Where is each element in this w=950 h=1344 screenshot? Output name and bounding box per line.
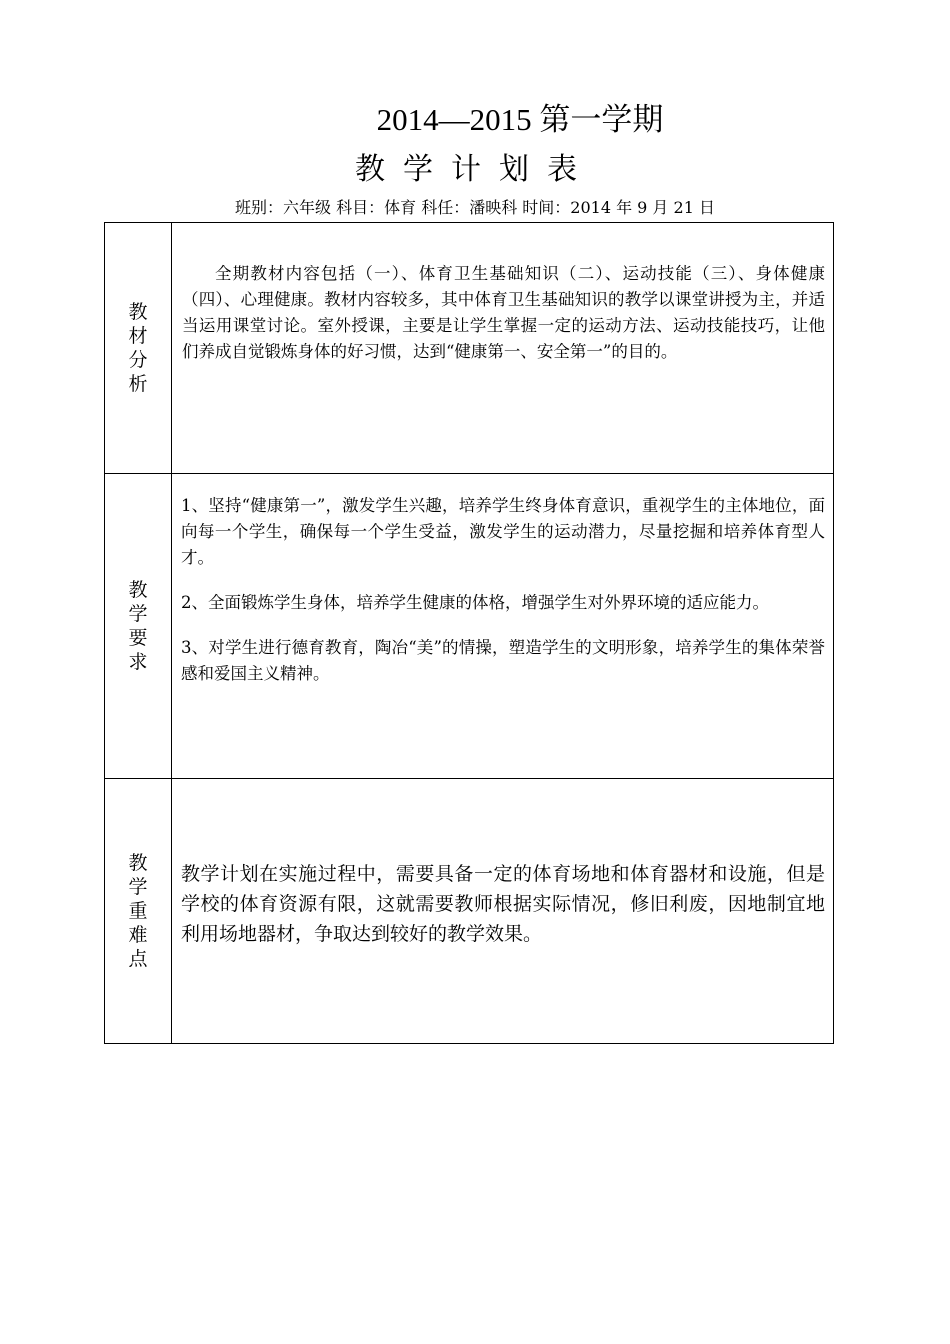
class-info-line: 班别：六年级 科目：体育 科任：潘映科 时间：2014 年 9 月 21 日 <box>235 198 715 217</box>
teaching-requirements-content <box>172 474 834 779</box>
teaching-difficulties-label: 教学重难点 <box>128 852 148 970</box>
teaching-requirements-label-cell <box>105 474 172 779</box>
material-analysis-content <box>172 223 834 474</box>
teaching-plan-table <box>104 222 834 1044</box>
material-analysis-label-cell <box>105 223 172 474</box>
material-analysis-label: 教材分析 <box>128 301 148 395</box>
teaching-difficulties-content <box>172 779 834 1044</box>
teaching-difficulties-label-cell <box>105 779 172 1044</box>
material-analysis-text: 全期教材内容包括（一）、体育卫生基础知识（二）、运动技能（三）、身体健康（四）、心理健康。教材内容较多，其中体育卫生基础知识的教学以课堂讲授为主，并适当运用课堂讨论。室外授课，主要是让学生掌握一定的运动方法、运动技能技巧，让他们养成自觉锻炼身体的好习惯，达到“健康第一、安全第一”的目的。 <box>182 264 825 361</box>
requirement-item-1: 1、坚持“健康第一”，激发学生兴趣，培养学生终身体育意识，重视学生的主体地位，面向每一个学生，确保每一个学生受益，激发学生的运动潜力，尽量挖掘和培养体育型人才。 <box>181 496 825 567</box>
material-analysis-row <box>105 223 834 474</box>
teaching-requirements-label: 教学要求 <box>128 579 148 673</box>
page-subtitle: 教学计划表 <box>355 152 595 187</box>
page-title: 2014—2015 第一学期 <box>376 102 664 137</box>
teaching-difficulties-row <box>105 779 834 1044</box>
requirement-item-2: 2、全面锻炼学生身体，培养学生健康的体格，增强学生对外界环境的适应能力。 <box>181 593 769 612</box>
requirement-item-3: 3、对学生进行德育教育，陶冶“美”的情操，塑造学生的文明形象，培养学生的集体荣誉感和爱国主义精神。 <box>181 638 825 683</box>
teaching-requirements-row <box>105 474 834 779</box>
teaching-difficulties-text: 教学计划在实施过程中，需要具备一定的体育场地和体育器材和设施，但是学校的体育资源有限，这就需要教师根据实际情况，修旧利废，因地制宜地利用场地器材，争取达到较好的教学效果。 <box>181 863 825 945</box>
